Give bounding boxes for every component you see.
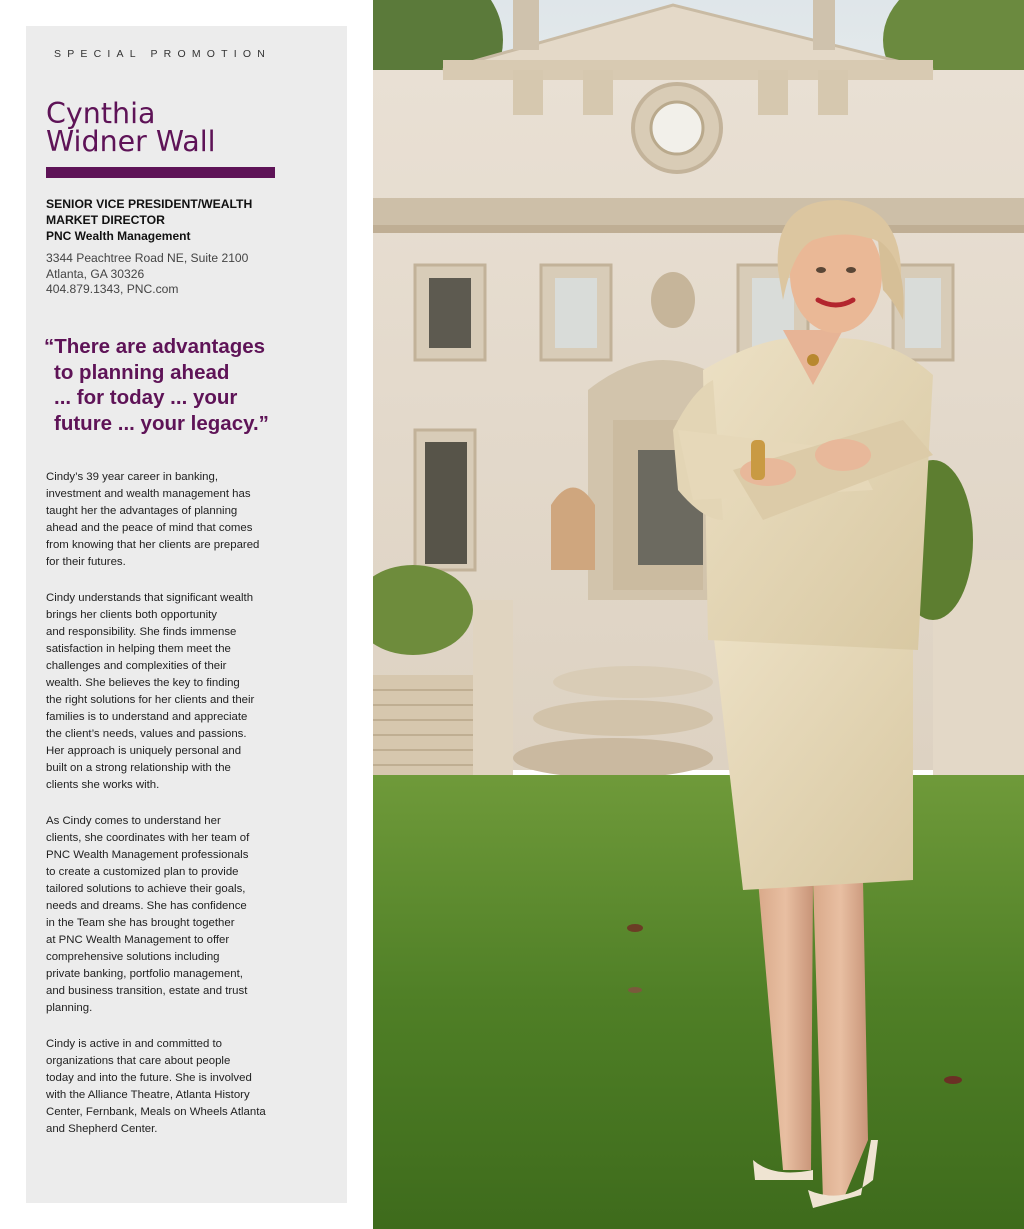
bio-line: to create a customized plan to provide xyxy=(46,866,239,878)
bio-line: Her approach is uniquely personal and xyxy=(46,745,242,757)
bio-body xyxy=(46,469,306,1157)
bio-line: and business transition, estate and trust xyxy=(46,985,248,997)
bio-line: built on a strong relationship with the xyxy=(46,762,231,774)
bio-line: private banking, portfolio management, xyxy=(46,968,243,980)
bio-line: with the Alliance Theatre, Atlanta History xyxy=(46,1089,250,1101)
bio-line: from knowing that her clients are prepared xyxy=(46,539,260,551)
bio-line: Cindy’s 39 year career in banking, xyxy=(46,471,219,483)
bio-line: today and into the future. She is involved xyxy=(46,1072,252,1084)
address-line-3: 404.879.1343, PNC.com xyxy=(46,282,179,296)
bio-line: clients, she coordinates with her team of xyxy=(46,832,250,844)
bio-line: and responsibility. She finds immense xyxy=(46,626,237,638)
quote-line-3: ... for today ... your xyxy=(54,386,238,410)
bio-line: ahead and the peace of mind that comes xyxy=(46,522,253,534)
bio-line: needs and dreams. She has confidence xyxy=(46,900,247,912)
name-line-2: Widner Wall xyxy=(46,125,216,158)
bio-line: clients she works with. xyxy=(46,779,160,791)
bio-line: As Cindy comes to understand her xyxy=(46,815,221,827)
bio-line: planning. xyxy=(46,1002,93,1014)
bio-line: at PNC Wealth Management to offer xyxy=(46,934,230,946)
quote-line-4: future ... your legacy.” xyxy=(54,412,269,436)
bio-line: Cindy understands that significant wealth xyxy=(46,592,254,604)
portrait-photo xyxy=(373,0,1024,1229)
portrait-photo-illustration xyxy=(373,0,1024,1229)
address-line-2: Atlanta, GA 30326 xyxy=(46,266,145,281)
bio-line: PNC Wealth Management professionals xyxy=(46,849,249,861)
bio-line: brings her clients both opportunity xyxy=(46,609,217,621)
bio-line: investment and wealth management has xyxy=(46,488,251,500)
person-name xyxy=(46,97,216,158)
bio-line: the client’s needs, values and passions. xyxy=(46,728,247,740)
bio-line: Center, Fernbank, Meals on Wheels Atlanta xyxy=(46,1106,266,1118)
address-line-1: 3344 Peachtree Road NE, Suite 2100 xyxy=(46,251,249,265)
bio-line: challenges and complexities of their xyxy=(46,660,227,672)
bio-line: and Shepherd Center. xyxy=(46,1123,158,1135)
quote-line-1: “There are advantages xyxy=(44,335,266,358)
bio-line: Cindy is active in and committed to xyxy=(46,1038,222,1050)
bio-line: families is to understand and appreciate xyxy=(46,711,248,723)
bio-line: organizations that care about people xyxy=(46,1055,231,1067)
pull-quote xyxy=(44,334,309,437)
job-title-line-2: MARKET DIRECTOR xyxy=(46,212,165,227)
bio-paragraph xyxy=(46,469,306,571)
accent-rule xyxy=(46,167,275,178)
quote-line-2: to planning ahead xyxy=(54,360,230,384)
bio-paragraph xyxy=(46,813,306,1017)
job-title-line-1: SENIOR VICE PRESIDENT/WEALTH xyxy=(46,197,253,211)
bio-paragraph xyxy=(46,590,306,794)
bio-line: wealth. She believes the key to finding xyxy=(46,677,240,689)
bio-line: satisfaction in helping them meet the xyxy=(46,643,231,655)
contact-address xyxy=(46,251,248,298)
name-line-1: Cynthia xyxy=(46,97,156,130)
special-promotion-label: SPECIAL PROMOTION xyxy=(54,48,272,60)
job-title xyxy=(46,197,291,228)
bio-line: comprehensive solutions including xyxy=(46,951,220,963)
bio-line: for their futures. xyxy=(46,556,126,568)
bio-line: tailored solutions to achieve their goals, xyxy=(46,883,246,895)
bio-paragraph xyxy=(46,1036,306,1138)
bio-line: in the Team she has brought together xyxy=(46,917,235,929)
bio-line: the right solutions for her clients and their xyxy=(46,694,255,706)
bio-line: taught her the advantages of planning xyxy=(46,505,238,517)
organization-name: PNC Wealth Management xyxy=(46,229,191,243)
